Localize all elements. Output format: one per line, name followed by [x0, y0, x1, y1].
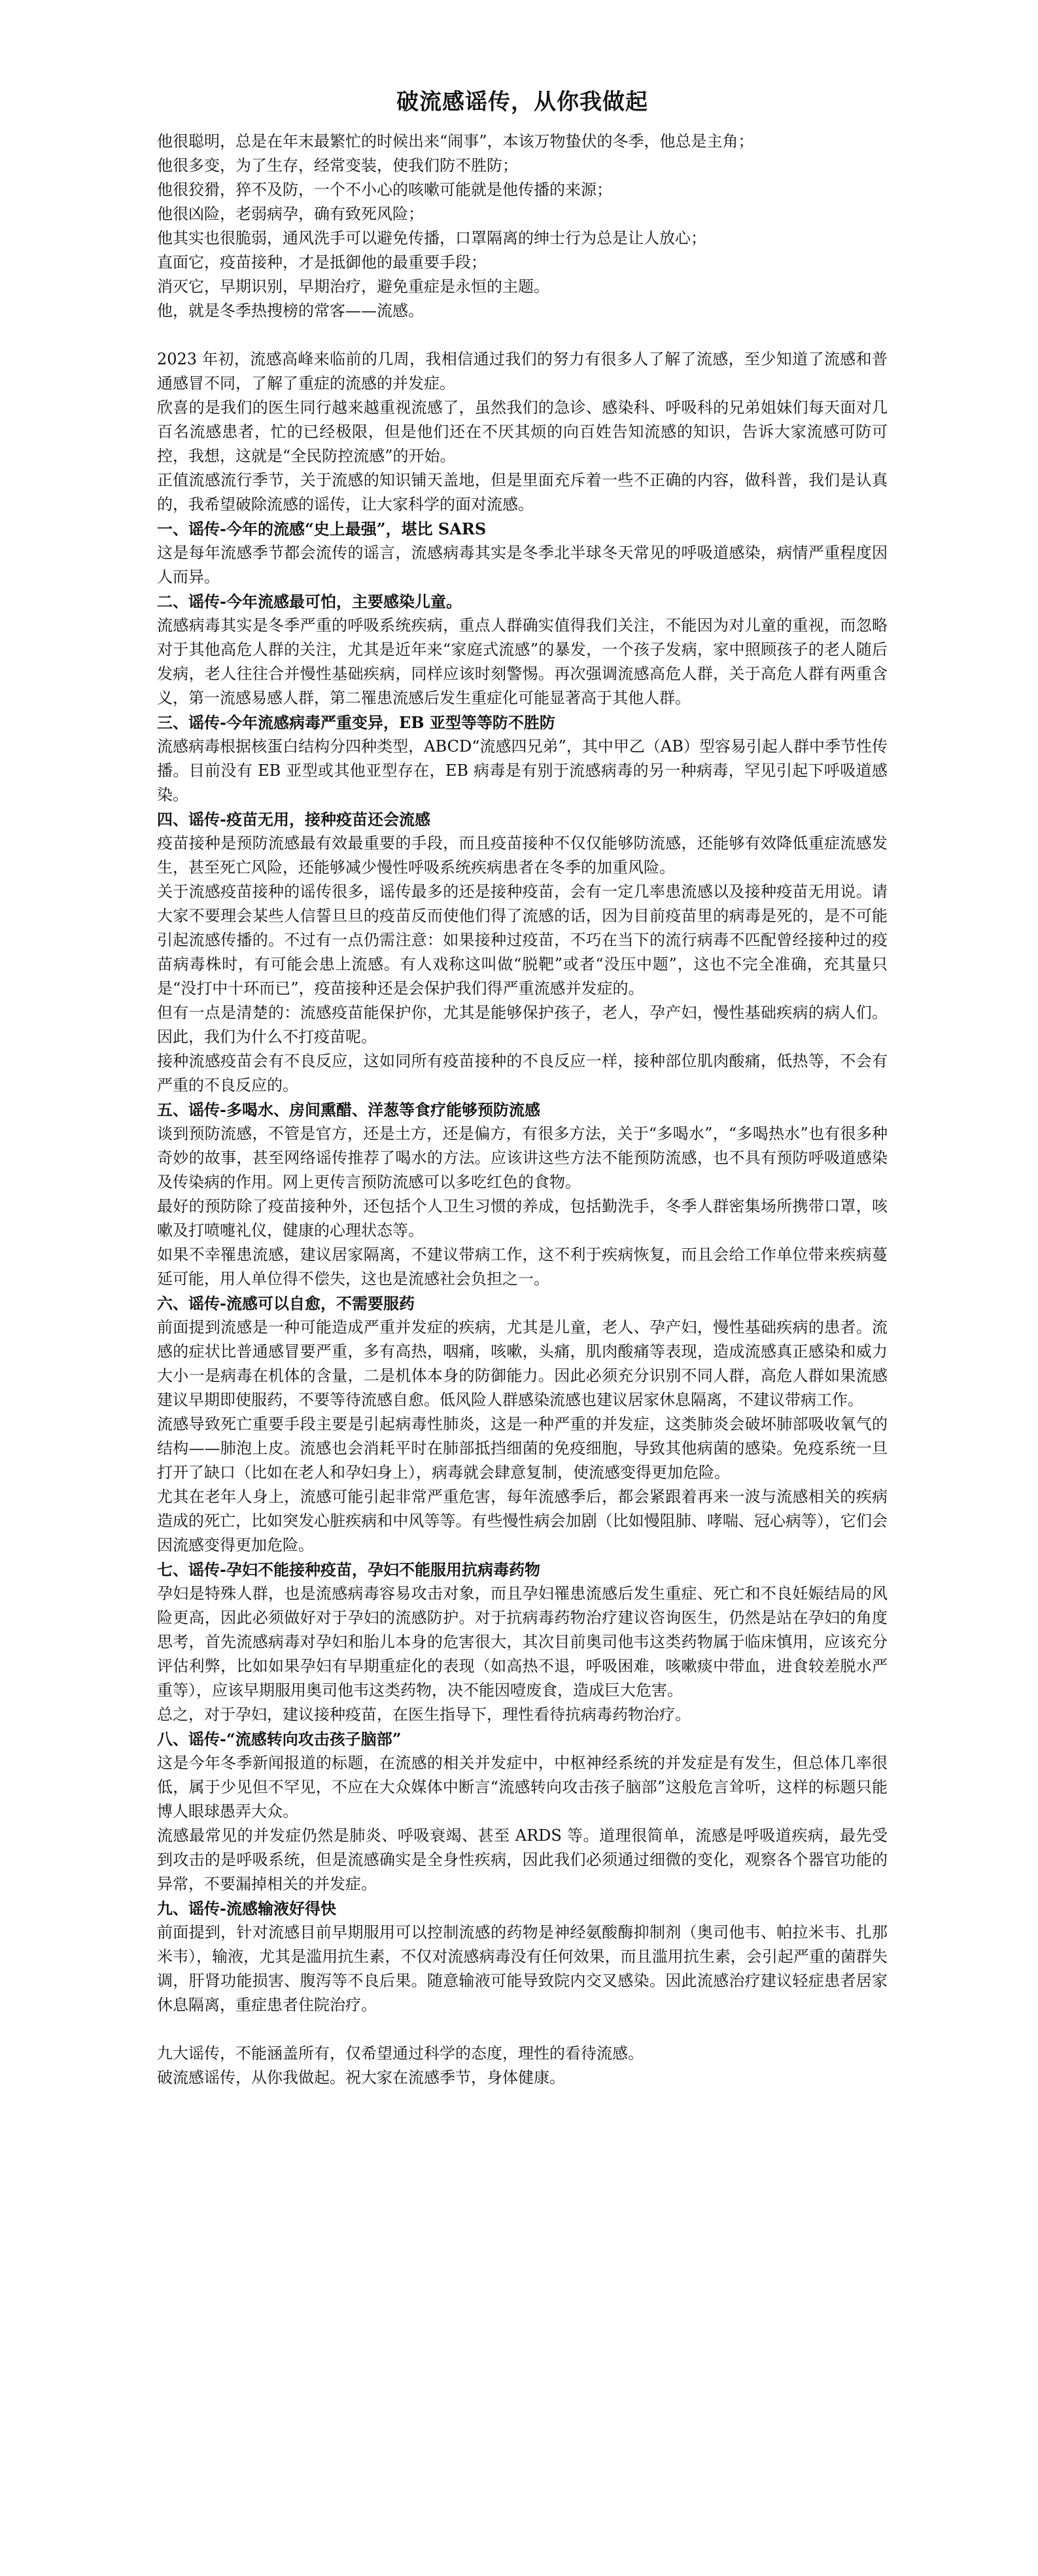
- section-9: [157, 1896, 888, 2017]
- intro-block: [157, 347, 888, 517]
- section-heading: 九、谣传-流感输液好得快: [157, 1899, 336, 1918]
- section-paragraph: 关于流感疫苗接种的谣传很多，谣传最多的还是接种疫苗，会有一定几率患流感以及接种疫苗无用说。请大家不要理会某些人信誓旦旦的疫苗反而使他们得了流感的话，因为目前疫苗里的病毒是死的，是不可能引起流感传播的。不过有一点仍需注意：如果接种过疫苗，不巧在当下的流行病毒不匹配曾经接种过的疫苗病毒株时，有可能会患上流感。有人戏称这叫做“脱靶”或者“没压中题”，这也不完全准确，充其量只是“没打中十环而已”，疫苗接种还是会保护我们得严重流感并发症的。: [157, 882, 888, 998]
- section-paragraph: 但有一点是清楚的：流感疫苗能保护你，尤其是能够保护孩子，老人，孕产妇，慢性基础疾病的病人们。因此，我们为什么不打疫苗呢。: [157, 1003, 888, 1046]
- section-heading: 三、谣传-今年流感病毒严重变异，EB 亚型等等防不胜防: [157, 713, 555, 732]
- section-3: [157, 710, 888, 807]
- section-paragraph: 这是今年冬季新闻报道的标题，在流感的相关并发症中，中枢神经系统的并发症是有发生，但总体几率很低，属于少见但不罕见，不应在大众媒体中断言“流感转向攻击孩子脑部”这般危言耸听，这样的标题只能博人眼球愚弄大众。: [157, 1754, 888, 1820]
- section-paragraph: 疫苗接种是预防流感最有效最重要的手段，而且疫苗接种不仅仅能够防流感，还能够有效降低重症流感发生，甚至死亡风险，还能够减少慢性呼吸系统疾病患者在冬季的加重风险。: [157, 834, 888, 877]
- section-2: [157, 589, 888, 710]
- section-7: [157, 1558, 888, 1727]
- poem-line: 他很聪明，总是在年末最繁忙的时候出来“闹事”，本该万物蛰伏的冬季，他总是主角；: [157, 132, 754, 150]
- section-paragraph: 最好的预防除了疫苗接种外，还包括个人卫生习惯的养成，包括勤洗手，冬季人群密集场所携带口罩，咳嗽及打喷嚏礼仪，健康的心理状态等。: [157, 1197, 888, 1240]
- section-paragraph: 孕妇是特殊人群，也是流感病毒容易攻击对象，而且孕妇罹患流感后发生重症、死亡和不良妊娠结局的风险更高，因此必须做好对于孕妇的流感防护。对于抗病毒药物治疗建议咨询医生，仍然是站在孕妇的角度思考，首先流感病毒对孕妇和胎儿本身的危害很大，其次目前奥司他韦这类药物属于临床慎用，应该充分评估利弊，比如如果孕妇有早期重症化的表现（如高热不退，呼吸困难，咳嗽痰中带血，进食较差脱水严重等），应该早期服用奥司他韦这类药物，决不能因噎废食，造成巨大危害。: [157, 1584, 888, 1699]
- poem-line: 他，就是冬季热搜榜的常客——流感。: [157, 302, 424, 320]
- section-paragraph: 流感最常见的并发症仍然是肺炎、呼吸衰竭、甚至 ARDS 等。道理很简单，流感是呼吸道疾病，最先受到攻击的是呼吸系统，但是流感确实是全身性疾病，因此我们必须通过细微的变化，观察各个器官功能的异常，不要漏掉相关的并发症。: [157, 1826, 888, 1893]
- section-heading: 七、谣传-孕妇不能接种疫苗，孕妇不能服用抗病毒药物: [157, 1560, 540, 1579]
- closing-block: [157, 2042, 888, 2090]
- poem-line: 他很多变，为了生存，经常变装，使我们防不胜防；: [157, 156, 518, 175]
- intro-paragraph: 欣喜的是我们的医生同行越来越重视流感了，虽然我们的急诊、感染科、呼吸科的兄弟姐妹们每天面对几百名流感患者，忙的已经极限，但是他们还在不厌其烦的向百姓告知流感的知识，告诉大家流感可防可控，我想，这就是“全民防控流感”的开始。: [157, 398, 888, 465]
- section-paragraph: 总之，对于孕妇，建议接种疫苗，在医生指导下，理性看待抗病毒药物治疗。: [157, 1705, 691, 1724]
- section-paragraph: 这是每年流感季节都会流传的谣言，流感病毒其实是冬季北半球冬天常见的呼吸道感染，病情严重程度因人而异。: [157, 544, 888, 586]
- poem-line: 他其实也很脆弱，通风洗手可以避免传播，口罩隔离的绅士行为总是让人放心；: [157, 229, 706, 247]
- poem-line: 他很狡猾，猝不及防，一个不小心的咳嗽可能就是他传播的来源；: [157, 181, 612, 199]
- section-paragraph: 如果不幸罹患流感，建议居家隔离，不建议带病工作，这不利于疾病恢复，而且会给工作单位带来疾病蔓延可能，用人单位得不偿失，这也是流感社会负担之一。: [157, 1245, 888, 1288]
- section-paragraph: 流感病毒其实是冬季严重的呼吸系统疾病，重点人群确实值得我们关注，不能因为对儿童的重视，而忽略对于其他高危人群的关注，尤其是近年来“家庭式流感”的暴发，一个孩子发病，家中照顾孩子的老人随后发病，老人往往合并慢性基础疾病，同样应该时刻警惕。再次强调流感高危人群，关于高危人群有两重含义，第一流感易感人群，第二罹患流感后发生重症化可能显著高于其他人群。: [157, 616, 888, 707]
- section-paragraph: 前面提到，针对流感目前早期服用可以控制流感的药物是神经氨酸酶抑制剂（奥司他韦、帕拉米韦、扎那米韦），输液，尤其是滥用抗生素，不仅对流感病毒没有任何效果，而且滥用抗生素，会引起严重的菌群失调，肝肾功能损害、腹泻等不良后果。随意输液可能导致院内交叉感染。因此流感治疗建议轻症患者居家休息隔离，重症患者住院治疗。: [157, 1923, 888, 2014]
- poem-line: 他很凶险，老弱病孕，确有致死风险；: [157, 205, 424, 223]
- section-heading: 六、谣传-流感可以自愈，不需要服药: [157, 1294, 415, 1313]
- section-8: [157, 1727, 888, 1896]
- section-heading: 八、谣传-“流感转向攻击孩子脑部”: [157, 1730, 402, 1749]
- blank-line: [157, 2017, 888, 2042]
- section-paragraph: 谈到预防流感，不管是官方，还是土方，还是偏方，有很多方法，关于“多喝水”，“多喝热水”也有很多种奇妙的故事，甚至网络谣传推荐了喝水的方法。应该讲这些方法不能预防流感，也不具有预防呼吸道感染及传染病的作用。网上更传言预防流感可以多吃红色的食物。: [157, 1124, 888, 1191]
- blank-line: [157, 323, 888, 347]
- section-paragraph: 流感导致死亡重要手段主要是引起病毒性肺炎，这是一种严重的并发症，这类肺炎会破坏肺部吸收氧气的结构——肺泡上皮。流感也会消耗平时在肺部抵挡细菌的免疫细胞，导致其他病菌的感染。免疫系统一旦打开了缺口（比如在老人和孕妇身上），病毒就会肆意复制，使流感变得更加危险。: [157, 1415, 888, 1482]
- section-heading: 四、谣传-疫苗无用，接种疫苗还会流感: [157, 810, 430, 829]
- section-paragraph: 接种流感疫苗会有不良反应，这如同所有疫苗接种的不良反应一样，接种部位肌肉酸痛，低热等，不会有严重的不良反应的。: [157, 1052, 888, 1094]
- section-4: [157, 807, 888, 1098]
- section-paragraph: 尤其在老年人身上，流感可能引起非常严重危害，每年流感季后，都会紧跟着再来一波与流感相关的疾病造成的死亡，比如突发心脏疾病和中风等等。有些慢性病会加剧（比如慢阻肺、哮喘、冠心病等），它们会因流感变得更加危险。: [157, 1488, 888, 1554]
- section-heading: 一、谣传-今年的流感“史上最强”，堪比 SARS: [157, 519, 487, 538]
- poem-line: 消灭它，早期识别，早期治疗，避免重症是永恒的主题。: [157, 277, 549, 296]
- closing-line: 九大谣传，不能涵盖所有，仅希望通过科学的态度，理性的看待流感。: [157, 2044, 644, 2063]
- section-6: [157, 1291, 888, 1558]
- closing-line: 破流感谣传，从你我做起。祝大家在流感季节，身体健康。: [157, 2068, 565, 2087]
- section-5: [157, 1098, 888, 1291]
- intro-paragraph: 2023 年初，流感高峰来临前的几周，我相信通过我们的努力有很多人了解了流感，至少知道了流感和普通感冒不同，了解了重症的流感的并发症。: [157, 350, 888, 392]
- section-1: [157, 517, 888, 589]
- page-title: 破流感谣传，从你我做起: [396, 89, 648, 115]
- section-paragraph: 流感病毒根据核蛋白结构分四种类型，ABCD“流感四兄弟”，其中甲乙（AB）型容易引起人群中季节性传播。目前没有 EB 亚型或其他亚型存在，EB 病毒是有别于流感病毒的另一种病毒，罕见引起下呼吸道感染。: [157, 737, 888, 804]
- intro-paragraph: 正值流感流行季节，关于流感的知识铺天盖地，但是里面充斥着一些不正确的内容，做科普，我们是认真的，我希望破除流感的谣传，让大家科学的面对流感。: [157, 471, 888, 513]
- section-heading: 五、谣传-多喝水、房间熏醋、洋葱等食疗能够预防流感: [157, 1100, 540, 1119]
- section-heading: 二、谣传-今年流感最可怕，主要感染儿童。: [157, 592, 462, 611]
- section-paragraph: 前面提到流感是一种可能造成严重并发症的疾病，尤其是儿童，老人、孕产妇，慢性基础疾病的患者。流感的症状比普通感冒要严重，多有高热，咽痛，咳嗽，头痛，肌肉酸痛等表现，造成流感真正感染和威力大小一是病毒在机体的含量，二是机体本身的防御能力。因此必须充分识别不同人群，高危人群如果流感建议早期即使服药，不要等待流感自愈。低风险人群感染流感也建议居家休息隔离，不建议带病工作。: [157, 1318, 888, 1409]
- poem-line: 直面它，疫苗接种，才是抵御他的最重要手段；: [157, 253, 487, 271]
- poem-block: [157, 130, 888, 323]
